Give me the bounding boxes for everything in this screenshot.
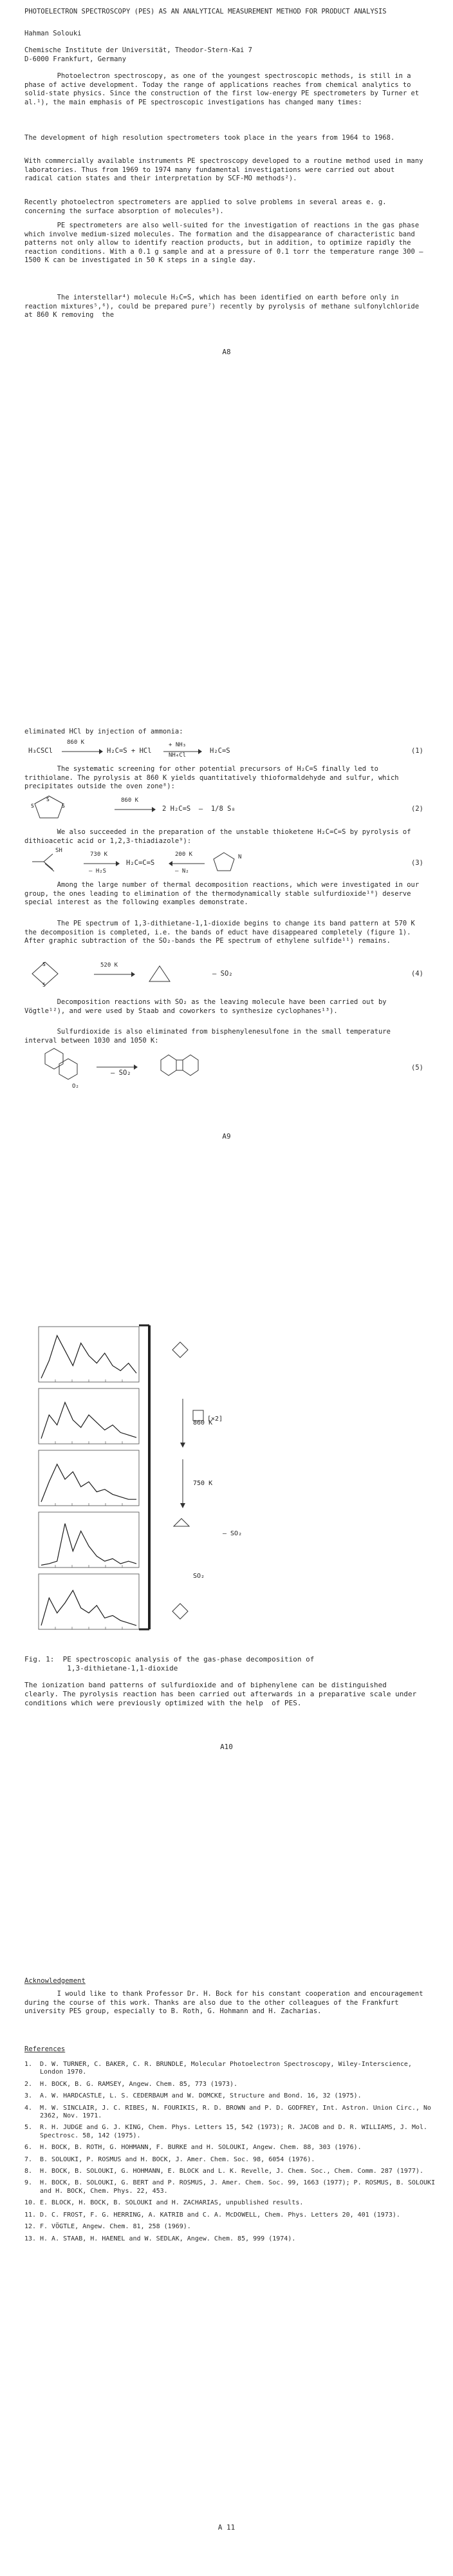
dithietane-dioxide-structure [30, 960, 62, 988]
spectrum-panel-frame [39, 1327, 139, 1382]
label-750k: 750 K [193, 1480, 213, 1487]
paragraph-interstellar: The interstellar⁴) molecule H₂C=S, which has been identified on earth before only in reaction mixtures⁵,⁶), could be prepared pure⁷) recently by pyrolysis of methane sulfonylchloride at 860 K removing the [24, 294, 423, 319]
paragraph-gas-phase: PE spectrometers are also well-suited for the investigation of reactions in the gas phase which involve medium-sized molecules. The formation and the disappearance of characteristic band patterns not only allow to identify reaction products, but in addition, to optimize rapidly the reaction conditions. With a 0.1 g sample and at a pressure of 0.1 torr the temperature range 300 – 1500 K can be investigated in 50 K steps in a single day. [24, 222, 427, 265]
paragraph-surface: Recently photoelectron spectrometers are applied to solve problems in several areas e. g. concerning the surface absorption of molecules³). [24, 198, 391, 215]
svg-text:S: S [42, 982, 46, 988]
reference-item [24, 2211, 436, 2219]
reference-number: 13. [24, 2235, 37, 2242]
reference-number: 5. [24, 2124, 33, 2132]
reference-text: H. BOCK, B. SOLOUKI, G. HOHMANN, E. BLOCK and L. K. Revelle, J. Chem. Soc., Chem. Comm. 287 (1977). [40, 2168, 424, 2175]
eq4-number: (4) [411, 970, 423, 978]
reference-number: 8. [24, 2168, 33, 2175]
biphenylene-structure [157, 1054, 208, 1079]
spectrum-line [41, 1524, 136, 1566]
eq2-arrow-label: 860 K [121, 797, 139, 804]
reference-number: 12. [24, 2223, 37, 2231]
eq3-arrow2-sub: – N₂ [175, 868, 189, 875]
paragraph-bisphenylenesulfone: Sulfurdioxide is also eliminated from bisphenylenesulfone in the small temperature interval between 1030 and 1050 K: [24, 1028, 395, 1045]
page-a10 [0, 1307, 453, 1951]
reference-number: 4. [24, 2104, 33, 2112]
svg-text:S: S [62, 803, 65, 809]
reference-number: 9. [24, 2179, 33, 2187]
reference-item [24, 2223, 436, 2231]
reference-text: H. BOCK, B. ROTH, G. HOHMANN, F. BURKE and H. SOLOUKI, Angew. Chem. 88, 303 (1976). [40, 2144, 362, 2152]
paragraph-thioketene: We also succeeded in the preparation of the unstable thioketene H₂C=C=S by pyrolysis of dithioacetic acid or 1,2,3-thiadiazole⁹): [24, 828, 415, 845]
reference-text: M. W. SINCLAIR, J. C. RIBES, N. FOURIKIS, R. D. BROWN and P. D. GODFREY, Int. Astron. Union Circ., No 2362, Nov. 1971. [40, 2104, 436, 2120]
reference-item [24, 2061, 436, 2077]
paragraph-dithietane: The PE spectrum of 1,3-dithietane-1,1-dioxide begins to change its band pattern at 570 K the decomposition is completed, i.e. the bands of educt have disappeared completely (figure 1). After graphic subtraction of the SO₂-bands the PE spectrum of ethylene sulfide¹¹) remains. [24, 920, 420, 945]
reference-item [24, 2168, 436, 2175]
eq4-minus-so2: – SO₂ [212, 970, 233, 978]
ethylene-sulfide-structure [147, 963, 172, 985]
spectrum-line [41, 1591, 136, 1626]
reference-list [24, 2061, 439, 2247]
references-heading: References [24, 2045, 66, 2053]
reference-text: R. H. JUDGE and G. J. KING, Chem. Phys. Letters 15, 542 (1973); R. JACOB and D. R. WILLIAMS, J. Mol. Spectrosc. 58, 142 (1975). [40, 2124, 432, 2139]
eq3-product: H₂C=C=S [126, 859, 155, 867]
reference-text: A. W. HARDCASTLE, L. S. CEDERBAUM and W. DOMCKE, Structure and Bond. 16, 32 (1975). [40, 2092, 362, 2100]
reference-text: F. VÖGTLE, Angew. Chem. 81, 258 (1969). [40, 2223, 191, 2231]
paragraph-ammonia: eliminated HCl by injection of ammonia: [24, 728, 183, 735]
reference-item [24, 2081, 436, 2088]
reference-text: E. BLOCK, H. BOCK, B. SOLOUKI and H. ZACHARIAS, unpublished results. [40, 2199, 304, 2207]
spectrum-line [41, 1403, 136, 1439]
eq3-arrow-1 [84, 860, 120, 867]
reference-text: H. BOCK, B. G. RAMSEY, Angew. Chem. 85, 773 (1973). [40, 2080, 238, 2088]
eq1-reactant: H₃CSCl [28, 747, 53, 755]
eq1-ammonia: + NH₃ [169, 742, 187, 748]
page-a8 [0, 0, 453, 650]
molecule-thiirane [174, 1519, 189, 1526]
reference-text: H. A. STAAB, H. HAENEL and W. SEDLAK, Angew. Chem. 85, 999 (1974). [40, 2235, 296, 2242]
eq3-number: (3) [411, 859, 423, 867]
label-bracket-x2: [×2] [207, 1416, 223, 1423]
molecule-dithietane [172, 1342, 188, 1358]
eq3-sh-label: SH [55, 848, 62, 854]
eq2-product: 2 H₂C=S – 1/8 S₈ [162, 805, 236, 813]
eq1-intermediate: H₂C=S + HCl [107, 747, 152, 755]
label-minus-so2: – SO₂ [223, 1530, 243, 1537]
label-so2: SO₂ [193, 1573, 205, 1580]
page-number: A 11 [217, 2523, 236, 2532]
spectrum-line [41, 1464, 136, 1502]
author: Hahman Solouki [24, 30, 82, 37]
paragraph-ionization: The ionization band patterns of sulfurdioxide and of biphenylene can be distinguished clearly. The pyrolysis reaction has been carried out afterwards in a preparative scale under conditions which were previously optimized with the help of PES. [24, 1681, 421, 1707]
eq2-number: (2) [411, 805, 423, 813]
reference-item [24, 2199, 436, 2207]
paragraph-vogtle: Decomposition reactions with SO₂ as the leaving molecule have been carried out by Vögtle¹²), and were used by Staab and coworkers to synthesize cyclophanes¹³). [24, 998, 391, 1015]
eq3-arrow2-label: 200 K [175, 851, 193, 858]
spectrum-panel-frame [39, 1512, 139, 1567]
reference-number: 2. [24, 2080, 33, 2088]
paper-title: PHOTOELECTRON SPECTROSCOPY (PES) AS AN ANALYTICAL MEASUREMENT METHOD FOR PRODUCT ANALYSIS [24, 8, 387, 15]
label-860k: 860 K [193, 1419, 213, 1426]
eq1-ammonium-chloride: NH₄Cl [169, 752, 187, 759]
reference-text: H. BOCK, B. SOLOUKI, G. BERT and P. ROSMUS, J. Amer. Chem. Soc. 99, 1663 (1977); P. ROSMUS, B. SOLOUKI and H. BOCK, Chem. Phys. 22, 453. [40, 2179, 439, 2195]
paragraph-decomposition: Among the large number of thermal decomposition reactions, which were investigated in our group, the ones leading to elimination of the thermodynamically stable sulfurdioxide¹⁰) deserve special interest as the following examples demonstrate. [24, 881, 423, 907]
eq1-product: H₂C=S [210, 747, 230, 755]
eq5-minus-so2: – SO₂ [111, 1069, 131, 1077]
figure-1-pe-spectra [0, 1307, 453, 1707]
page-a11 [0, 1951, 453, 2576]
svg-text:S: S [42, 961, 46, 967]
eq3-arrow1-label: 730 K [90, 851, 108, 858]
eq1-arrow [62, 748, 103, 755]
reference-number: 10. [24, 2199, 37, 2207]
figure-caption: Fig. 1: PE spectroscopic analysis of the gas-phase decomposition of 1,3-dithietane-1,1-dioxide [24, 1655, 315, 1672]
reference-item [24, 2124, 436, 2140]
bisphenylenesulfone-structure [39, 1048, 84, 1084]
trithiolane-structure [30, 793, 68, 822]
eq1-arrow-label: 860 K [67, 739, 85, 746]
reference-number: 7. [24, 2155, 33, 2163]
reference-number: 1. [24, 2061, 33, 2068]
paragraph-commercial-instruments: With commercially available instruments PE spectroscopy developed to a routine method used in many laboratories. Thus from 1969 to 1974 many fundamental investigations were carried out about radical cation states and their interpretation by SCF-MO methods²). [24, 157, 427, 183]
page-number: A8 [222, 348, 231, 356]
molecule-product [172, 1604, 188, 1619]
reference-text: D. W. TURNER, C. BAKER, C. R. BRUNDLE, Molecular Photoelectron Spectroscopy, Wiley-Interscience, London 1970. [40, 2061, 416, 2076]
svg-text:S: S [46, 797, 50, 802]
eq4-arrow [94, 971, 135, 978]
page-a9 [0, 650, 453, 1307]
paragraph-trithiolane: The systematic screening for other potential precursors of H₂C=S finally led to trithiolane. The pyrolysis at 860 K yields quantitatively thioformaldehyde and sulfur, which precipitates outside the oven zone⁸): [24, 765, 403, 791]
spectrum-panel-frame [39, 1450, 139, 1506]
affiliation: Chemische Institute der Universität, Theodor-Stern-Kai 7 D-6000 Frankfurt, Germany [24, 46, 253, 63]
reference-item [24, 2156, 436, 2164]
eq5-o2-label: O₂ [72, 1083, 79, 1090]
reference-text: D. C. FROST, F. G. HERRING, A. KATRIB and C. A. McDOWELL, Chem. Phys. Letters 20, 401 (1973). [40, 2211, 400, 2219]
reference-item [24, 2144, 436, 2152]
eq3-arrow1-sub: – H₂S [89, 868, 107, 875]
acknowledgement-text: I would like to thank Professor Dr. H. Bock for his constant cooperation and encouragement during the course of this work. Thanks are also due to the other colleagues of the Frankfurt university PES group, especially to B. Roth, G. Hohmann and H. Zacharias. [24, 1990, 427, 2016]
svg-text:S: S [31, 803, 34, 809]
reference-number: 3. [24, 2092, 33, 2100]
reference-item [24, 2105, 436, 2121]
thiadiazole-structure [211, 850, 237, 875]
reference-item [24, 2235, 436, 2243]
eq1-arrow-2 [163, 748, 202, 755]
reference-number: 6. [24, 2144, 33, 2152]
reference-item [24, 2179, 439, 2195]
spectrum-line [41, 1336, 136, 1378]
eq4-arrow-label: 520 K [100, 962, 118, 969]
spectrum-panel-frame [39, 1388, 139, 1444]
eq2-arrow [115, 806, 156, 813]
reference-text: B. SOLOUKI, P. ROSMUS and H. BOCK, J. Amer. Chem. Soc. 98, 6054 (1976). [40, 2155, 315, 2163]
paragraph-high-resolution: The development of high resolution spectrometers took place in the years from 1964 to 1968. [24, 134, 395, 142]
intro-paragraph: Photoelectron spectroscopy, as one of the youngest spectroscopic methods, is still in a phase of active development. Today the range of applications reaches from chemical analytics to solid-state physics. Since the construction of the first low-energy PE spectrometers by Turner et al.¹), the main emphasis of PE spectroscopic investigations has changed many times: [24, 72, 423, 106]
spectra-panels [39, 1327, 139, 1629]
eq3-arrow-2 [169, 860, 205, 867]
reference-item [24, 2092, 436, 2100]
eq3-ring-label: N [238, 854, 242, 860]
acknowledgement-heading: Acknowledgement [24, 1977, 86, 1985]
eq1-number: (1) [411, 747, 423, 755]
eq5-number: (5) [411, 1064, 423, 1072]
page-number: A10 [220, 1743, 233, 1751]
spectrum-panel-frame [39, 1574, 139, 1629]
reference-number: 11. [24, 2211, 37, 2219]
page-number: A9 [222, 1132, 231, 1141]
